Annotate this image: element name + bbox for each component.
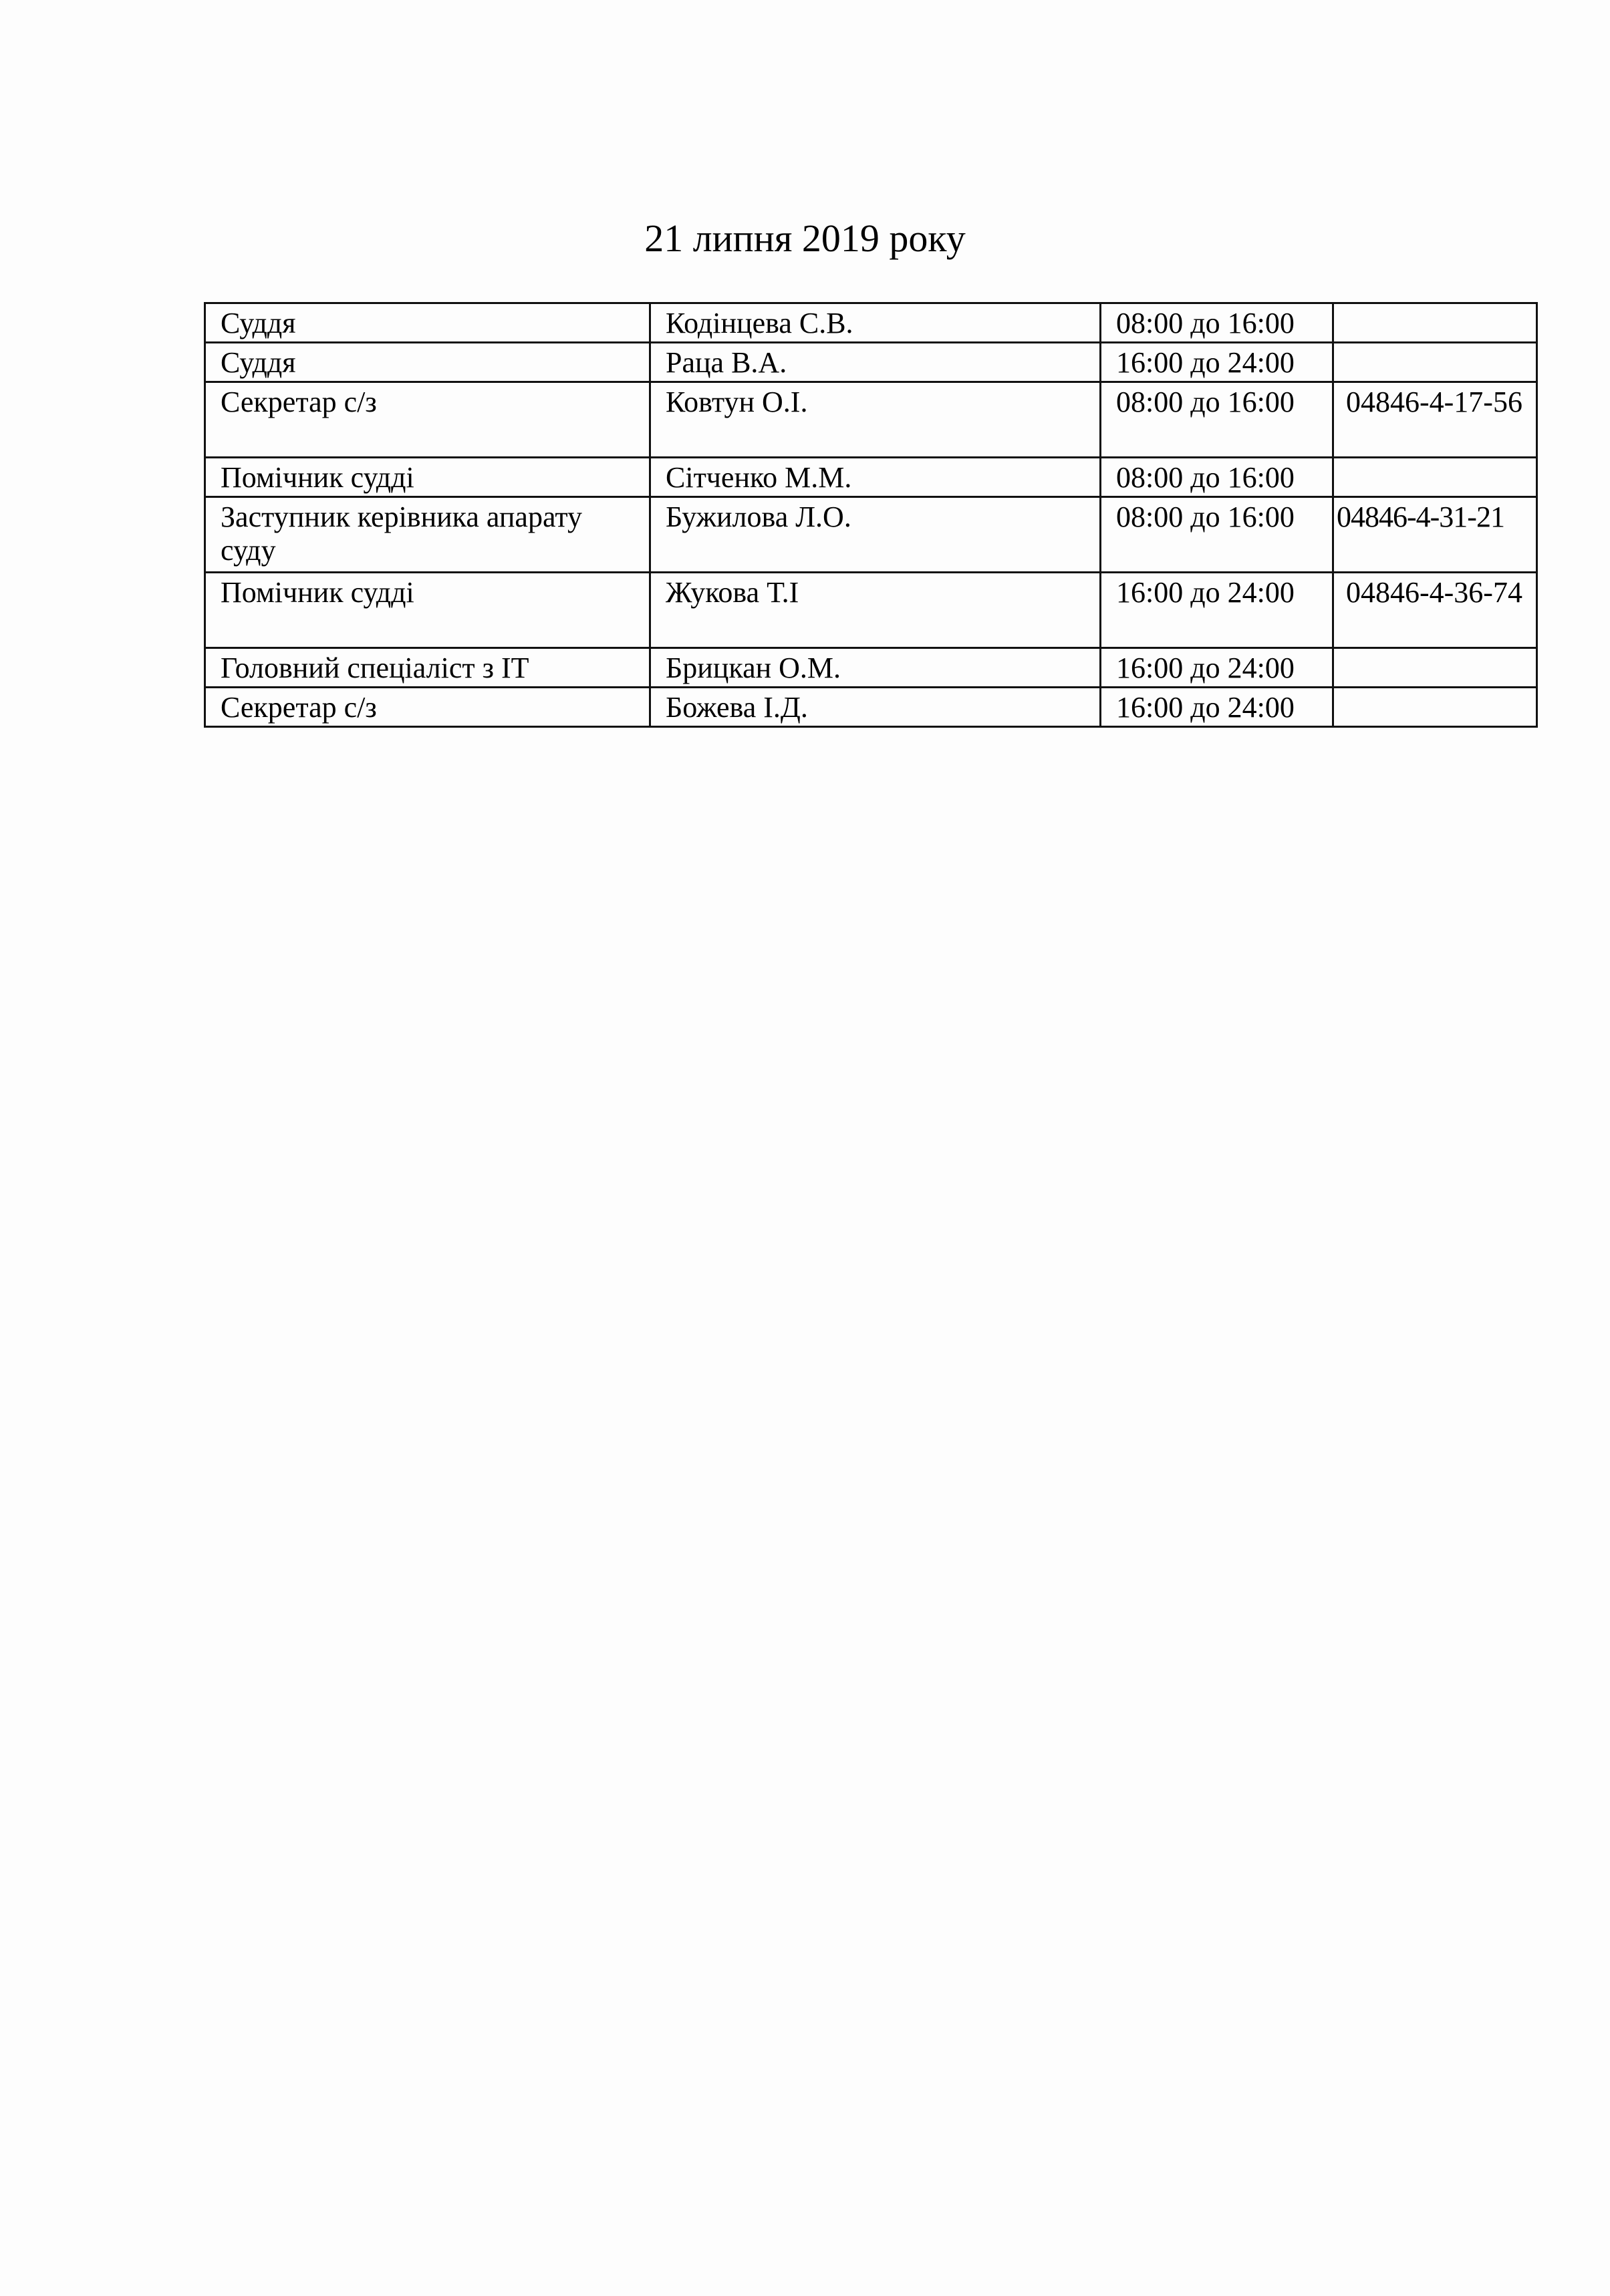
phone-cell: 04846-4-31-21 — [1333, 497, 1537, 573]
name-cell: Бужилова Л.О. — [650, 497, 1101, 573]
table-row — [205, 497, 1537, 573]
name-cell: Брицкан О.М. — [650, 648, 1101, 688]
phone-cell: 04846-4-17-56 — [1333, 382, 1537, 458]
phone-cell — [1333, 343, 1537, 382]
hours-cell: 08:00 до 16:00 — [1101, 458, 1333, 497]
page-title: 21 липня 2019 року — [644, 217, 966, 260]
position-cell: Заступник керівника апарату суду — [205, 497, 650, 573]
name-cell: Раца В.А. — [650, 343, 1101, 382]
hours-cell: 08:00 до 16:00 — [1101, 497, 1333, 573]
table-row — [205, 573, 1537, 648]
phone-cell — [1333, 458, 1537, 497]
duty-schedule-table — [204, 302, 1538, 728]
position-cell: Суддя — [205, 303, 650, 343]
position-cell: Секретар с/з — [205, 382, 650, 458]
hours-cell: 08:00 до 16:00 — [1101, 382, 1333, 458]
phone-cell — [1333, 688, 1537, 727]
name-cell: Жукова Т.І — [650, 573, 1101, 648]
hours-cell: 16:00 до 24:00 — [1101, 648, 1333, 688]
table-row — [205, 458, 1537, 497]
table-row — [205, 648, 1537, 688]
hours-cell: 16:00 до 24:00 — [1101, 688, 1333, 727]
table-row — [205, 688, 1537, 727]
name-cell: Сітченко М.М. — [650, 458, 1101, 497]
phone-cell — [1333, 648, 1537, 688]
position-cell: Головний спеціаліст з ІТ — [205, 648, 650, 688]
name-cell: Божева І.Д. — [650, 688, 1101, 727]
table-row — [205, 382, 1537, 458]
name-cell: Ковтун О.І. — [650, 382, 1101, 458]
phone-cell: 04846-4-36-74 — [1333, 573, 1537, 648]
position-cell: Помічник судді — [205, 458, 650, 497]
hours-cell: 16:00 до 24:00 — [1101, 343, 1333, 382]
name-cell: Кодінцева С.В. — [650, 303, 1101, 343]
table-row — [205, 343, 1537, 382]
hours-cell: 16:00 до 24:00 — [1101, 573, 1333, 648]
position-cell: Помічник судді — [205, 573, 650, 648]
hours-cell: 08:00 до 16:00 — [1101, 303, 1333, 343]
phone-cell — [1333, 303, 1537, 343]
position-cell: Суддя — [205, 343, 650, 382]
table-row — [205, 303, 1537, 343]
position-cell: Секретар с/з — [205, 688, 650, 727]
